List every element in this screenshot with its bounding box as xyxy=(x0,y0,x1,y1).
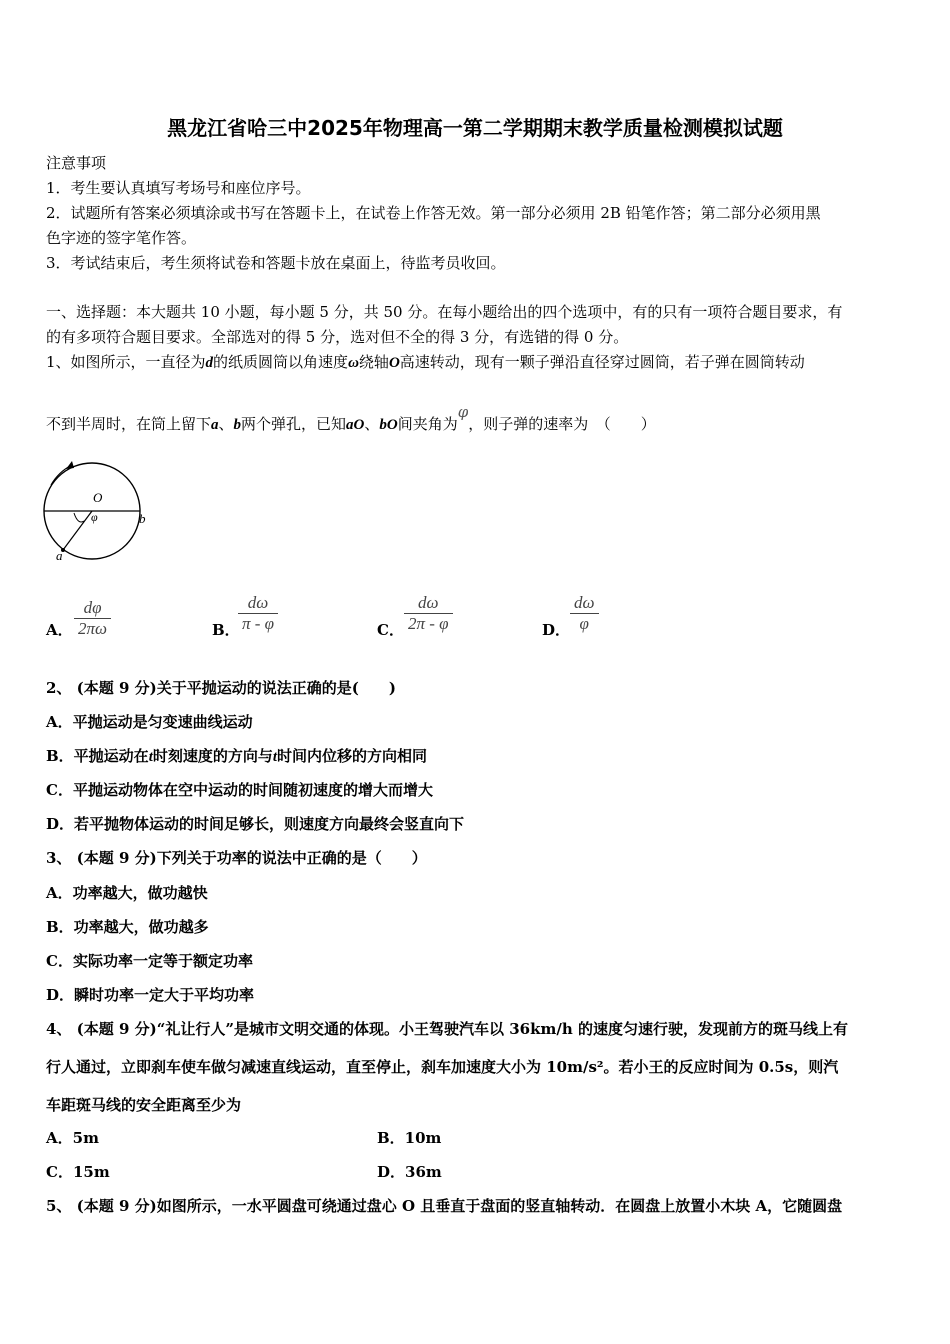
q1-option-c-label: C． xyxy=(377,621,404,639)
q2-option-a: A．平抛运动是匀变速曲线运动 xyxy=(46,713,253,731)
q4-stem-line3: 车距斑马线的安全距离至少为 xyxy=(46,1096,242,1114)
section1-line1: 一、选择题：本大题共 10 小题，每小题 5 分，共 50 分。在每小题给出的四个选项中，有的只有一项符合题目要求，有 xyxy=(46,303,843,321)
label-a: a xyxy=(56,548,63,563)
q3-option-c: C．实际功率一定等于额定功率 xyxy=(46,952,253,970)
q2-stem: 2、 (本题 9 分)关于平抛运动的说法正确的是( ) xyxy=(46,679,396,697)
page-title: 黑龙江省哈三中2025年物理高一第二学期期末教学质量检测模拟试题 xyxy=(167,116,783,140)
q3-option-a: A．功率越大，做功越快 xyxy=(46,884,208,902)
q5-stem-line1: 5、 (本题 9 分)如图所示，一水平圆盘可绕通过盘心 O 且垂直于盘面的竖直轴转动．在圆盘上放置小木块 A，它随圆盘 xyxy=(46,1197,843,1215)
q1-option-a-fraction: $\frac{d\varphi}{2\pi\omega}$ xyxy=(74,598,111,639)
notice-item-3: 3．考试结束后，考生须将试卷和答题卡放在桌面上，待监考员收回。 xyxy=(46,254,506,272)
q4-stem-line1: 4、 (本题 9 分)“礼让行人”是城市文明交通的体现。小王驾驶汽车以 36km/h 的速度匀速行驶，发现前方的斑马线上有 xyxy=(46,1020,848,1038)
label-phi: φ xyxy=(91,510,98,524)
notice-item-2a: 2．试题所有答案必须填涂或书写在答题卡上，在试卷上作答无效。第一部分必须用 2B 铅笔作答；第二部分必须用黑 xyxy=(46,204,821,222)
q1-option-b-label: B． xyxy=(212,621,240,639)
q1-option-b-fraction: $\frac{d\omega}{\pi - \varphi}$ xyxy=(238,593,278,634)
section1-line2: 的有多项符合题目要求。全部选对的得 5 分，选对但不全的得 3 分，有选错的得 0 分。 xyxy=(46,328,629,346)
rotation-arrowhead xyxy=(66,461,74,469)
q3-option-b: B．功率越大，做功越多 xyxy=(46,918,209,936)
label-b: b xyxy=(139,511,146,526)
q1-option-d-fraction: $\frac{d\omega}{\varphi}$ xyxy=(570,593,599,634)
q4-option-d: D．36m xyxy=(377,1163,442,1181)
q1-option-d-label: D． xyxy=(542,621,571,639)
radius-line xyxy=(63,511,92,550)
q2-option-c: C．平抛运动物体在空中运动的时间随初速度的增大而增大 xyxy=(46,781,433,799)
q4-option-a: A．5m xyxy=(46,1129,99,1147)
angle-arc xyxy=(74,513,84,522)
q3-stem: 3、 (本题 9 分)下列关于功率的说法中正确的是（ ） xyxy=(46,849,427,867)
q4-option-c: C．15m xyxy=(46,1163,110,1181)
q3-option-d: D．瞬时功率一定大于平均功率 xyxy=(46,986,255,1004)
q1-stem-line2: 不到半周时，在筒上留下a、b两个弹孔，已知aO、bO间夹角为φ，则子弹的速率为 （ ） xyxy=(46,403,656,433)
q1-cylinder-figure xyxy=(38,455,158,565)
q1-option-c-fraction: $\frac{d\omega}{2\pi - \varphi}$ xyxy=(404,593,453,634)
notice-item-2b: 色字迹的签字笔作答。 xyxy=(46,229,197,247)
notice-heading: 注意事项 xyxy=(46,154,107,172)
label-O: O xyxy=(93,490,103,505)
q2-option-d: D．若平抛物体运动的时间足够长，则速度方向最终会竖直向下 xyxy=(46,815,465,833)
q1-option-a-label: A． xyxy=(46,621,73,639)
q4-stem-line2: 行人通过，立即刹车使车做匀减速直线运动，直至停止，刹车加速度大小为 10m/s²。若小王的反应时间为 0.5s，则汽 xyxy=(46,1058,839,1076)
notice-item-1: 1．考生要认真填写考场号和座位序号。 xyxy=(46,179,311,197)
q2-option-b: B．平抛运动在t时刻速度的方向与t时间内位移的方向相同 xyxy=(46,747,428,765)
q4-option-b: B．10m xyxy=(377,1129,442,1147)
q1-stem-line1: 1、如图所示，一直径为d的纸质圆筒以角速度ω绕轴O高速转动，现有一颗子弹沿直径穿过圆筒，若子弹在圆筒转动 xyxy=(46,353,805,371)
